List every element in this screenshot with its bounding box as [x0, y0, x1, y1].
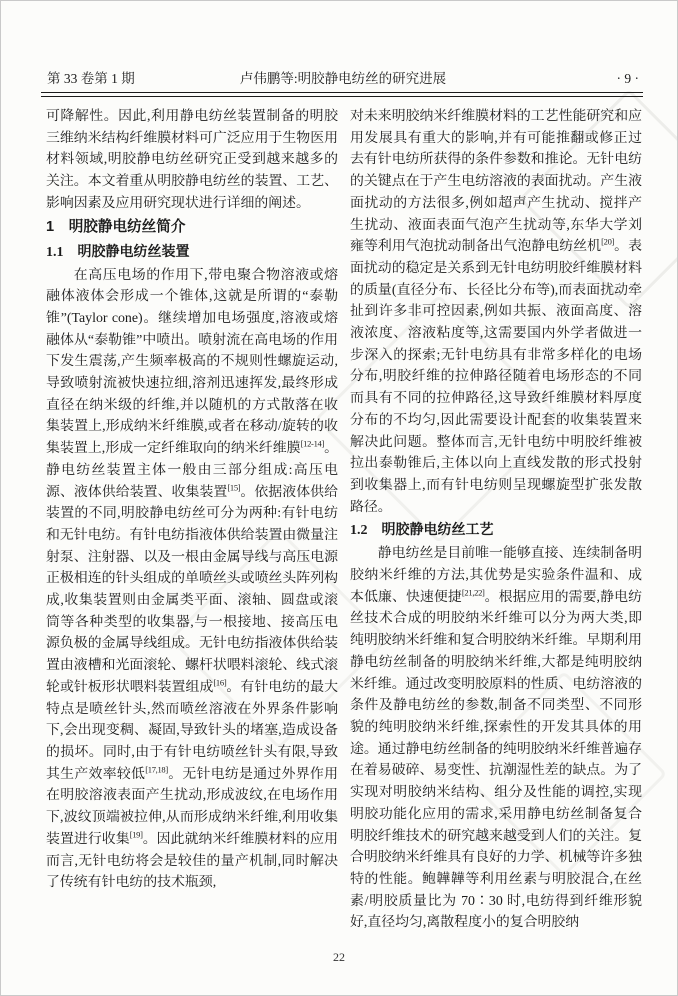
- body-text: 静电纺丝是目前唯一能够直接、连续制备明胶纳米纤维的方法,其优势是实验条件温和、成本低廉、快速便捷: [350, 546, 642, 605]
- body-text: 可降解性。因此,利用静电纺丝装置制备的明胶三维纳米结构纤维膜材料可广泛应用于生物医用材料领域,明胶静电纺丝研究正受到越来越多的关注。本文着重从明胶静电纺丝的装置、工艺、影响因素及应用研究现状进行详细的阐述。: [46, 109, 338, 211]
- body-text: 对未来明胶纳米纤维膜材料的工艺性能研究和应用发展具有重大的影响,并有可能推翻或修正过去有针电纺所获得的条件参数和推论。无针电纺的关键点在于产生电纺溶液的表面扰动。产生液面扰动的方法很多,例如超声产生扰动、搅拌产生扰动、液面表面气泡产生扰动等,东华大学刘雍等利用气泡扰动制备出气泡静电纺丝机: [350, 109, 642, 255]
- body-text: 。有针电纺的最大特点是喷丝针头,然而喷丝溶液在外界条件影响下,会出现变稠、凝固,导致针头的堵塞,造成设备的损坏。同时,由于有针电纺喷丝针头有限,导致其生产效率较低: [46, 679, 338, 782]
- paragraph: [350, 543, 642, 934]
- section-heading: 1 明胶静电纺丝简介: [46, 218, 186, 235]
- citation-ref: [19]: [129, 829, 143, 840]
- body-text: 。依据液体供给装置的不同,明胶静电纺丝可分为两种:有针电纺和无针电纺。有针电纺指液体供给装置由微量注射泵、注射器、以及一根由金属导线与高压电源正极相连的针头组成的单喷丝头或喷丝头阵列构成,收集装置则由金属类平面、滚轴、圆盘或滚筒等各种类型的收集器,与一根接地、接高压电源负极的金属导线组成。无针电纺指液体供给装置由液槽和光面滚轮、螺杆状喂料滚轮、线式滚轮或针板形状喂料装置组成: [46, 484, 338, 695]
- right-column: [350, 106, 642, 934]
- paragraph: [350, 106, 642, 518]
- header-double-rule: [41, 92, 643, 97]
- body-text: 。表面扰动的稳定是关系到无针电纺明胶纤维膜材料的质量(直径分布、长径比分布等),而表面扰动牵扯到许多非可控因素,例如共振、液面高度、溶液浓度、溶液粘度等,这需要国内外学者做进一步深入的探索;无针电纺具有非常多样化的电场分布,明胶纤维的拉伸路径随着电场形态的不同而具有不同的拉伸路径,这导致纤维膜材料厚度分布的不均匀,因此需要设计配套的收集装置来解决此问题。整体而言,无针电纺中明胶纤维被拉出泰勒锥后,主体以向上直线发散的形式投射到收集器上,而有针电纺则呈现螺旋型扩张发散路径。: [350, 239, 642, 515]
- body-text: 。根据应用的需要,静电纺丝技术合成的明胶纳米纤维可以分为两大类,即纯明胶纳米纤维和复合明胶纳米纤维。早期利用静电纺丝制备的明胶纳米纤维,大都是纯明胶纳米纤维。通过改变明胶原料的性质、电纺溶液的条件及静电纺丝的参数,制备不同类型、不同形貌的纯明胶纳米纤维,探索性的开发其具体的用途。通过静电纺丝制备的纯明胶纳米纤维普遍存在着易破碎、易变性、抗潮湿性差的缺点。为了实现对明胶纳米结构、组分及性能的调控,实现明胶功能化应用的需求,采用静电纺丝制备复合明胶纤维技术的研究越来越受到人们的关注。复合明胶纳米纤维具有良好的力学、机械等许多独特的性能。鲍韡韡等利用丝素与明胶混合,在丝素/明胶质量比为 70∶30 时,电纺得到纤维形貌好,直径均匀,离散程度小的复合明胶纳: [350, 589, 642, 931]
- citation-ref: [17,18]: [145, 764, 168, 775]
- page-header: [47, 67, 639, 87]
- subsection-heading: 1.2 明胶静电纺丝工艺: [350, 523, 494, 539]
- citation-ref: [21,22]: [461, 587, 485, 598]
- body-text: 。无针电纺是通过外界作用在明胶溶液表面产生扰动,形成波纹,在电场作用下,波纹顶端被拉伸,从而形成纳米纤维,利用收集装置进行收集: [46, 766, 338, 847]
- body-text: 。因此就纳米纤维膜材料的应用而言,无针电纺将会是较佳的量产机制,同时解决了传统有针电纺的技术瓶颈,: [46, 831, 338, 891]
- running-title: 卢伟鹏等:明胶静电纺丝的研究进展: [239, 71, 447, 86]
- page-number: 22: [333, 950, 345, 964]
- subsection-heading: 1.1 明胶静电纺丝装置: [46, 244, 190, 260]
- page-marker: · 9 ·: [616, 71, 639, 86]
- citation-ref: [20]: [601, 236, 615, 247]
- body-text: 。静电纺丝装置主体一般由三部分组成:高压电源、液体供给装置、收集装置: [46, 441, 338, 500]
- left-column: [46, 106, 338, 934]
- paragraph: [46, 265, 338, 894]
- article-body: [46, 106, 642, 934]
- body-text: 在高压电场的作用下,带电聚合物溶液或熔融体液体会形成一个锥体,这就是所谓的“泰勒锥”(Taylor cone)。继续增加电场强度,溶液或熔融体从“泰勒锥”中喷出。喷射流在高电场的作用下发生震荡,产生频率极高的不规则性螺旋运动,导致喷射流被快速拉细,溶剂迅速挥发,最终形成直径在纳米级的纤维,并以随机的方式散落在收集装置上,形成纳米纤维膜,或者在移动/旋转的收集装置上,形成一定纤维取向的纳米纤维膜: [46, 267, 338, 457]
- volume-issue: 第 33 卷第 1 期: [47, 71, 135, 86]
- citation-ref: [15]: [227, 481, 241, 492]
- citation-ref: [12-14]: [300, 438, 325, 449]
- citation-ref: [16]: [213, 677, 227, 688]
- paragraph: [46, 106, 338, 215]
